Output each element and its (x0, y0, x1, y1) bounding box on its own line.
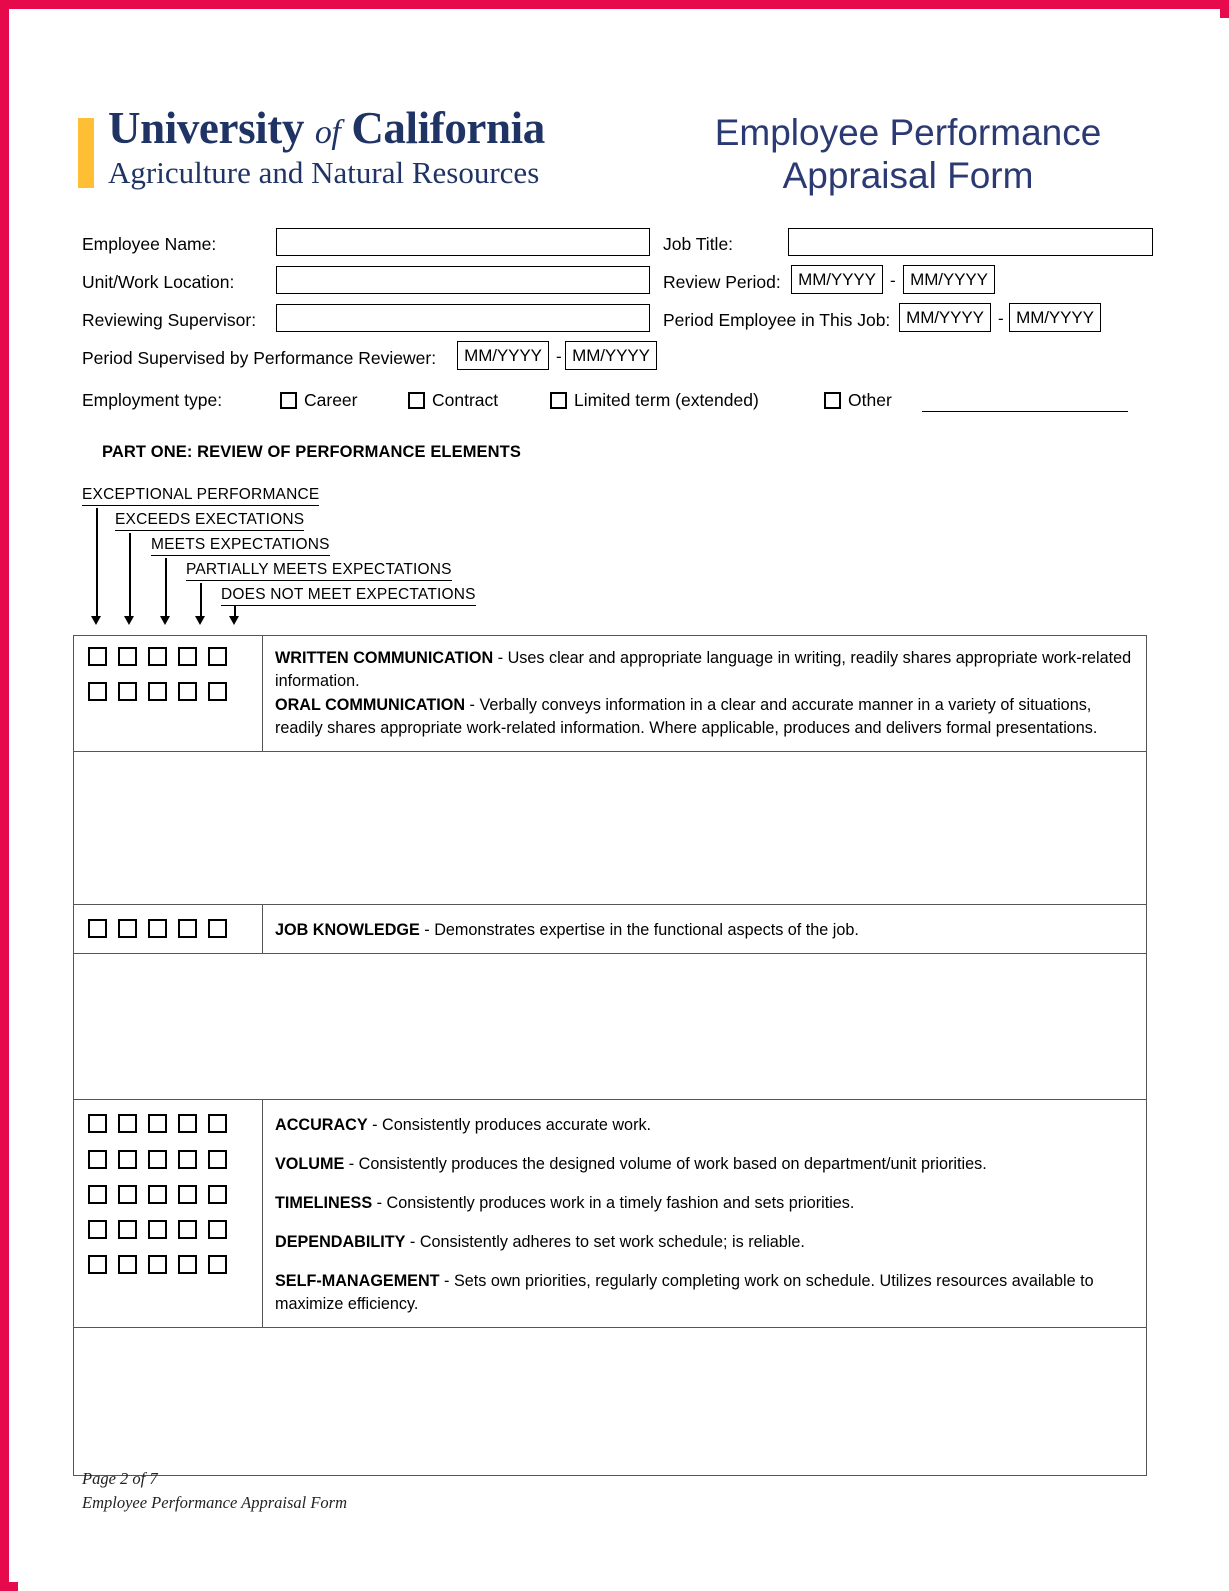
criteria-accuracy-desc: Consistently produces accurate work. (382, 1116, 652, 1134)
table-row-work-qualities (74, 1100, 1146, 1328)
rating-checkbox-column-work-qualities (74, 1100, 263, 1327)
field-row-2 (18, 266, 1229, 304)
criteria-dependability-sep: - (405, 1233, 420, 1251)
scale-arrow-3-head-icon (160, 616, 170, 625)
rating-checkbox-dependability-does-not-meet[interactable] (208, 1220, 227, 1239)
criteria-dependability-desc: Consistently adheres to set work schedule; is reliable. (419, 1233, 805, 1251)
rating-checkbox-selfmanagement-meets[interactable] (148, 1255, 167, 1274)
criteria-oral-communication-sep: - (465, 696, 480, 714)
comments-box-communication[interactable] (74, 752, 1146, 905)
criteria-volume-name: VOLUME (275, 1155, 345, 1173)
period-supervised-label: Period Supervised by Performance Reviewer: (82, 348, 437, 368)
employee-name-input[interactable] (276, 228, 650, 256)
scale-arrow-2-line (129, 533, 131, 616)
rating-checkbox-accuracy-meets[interactable] (148, 1114, 167, 1133)
period-in-job-dash: - (998, 309, 1004, 328)
criteria-dependability-name: DEPENDABILITY (275, 1233, 406, 1251)
review-period-dash: - (890, 271, 896, 290)
job-title-input[interactable] (788, 228, 1153, 256)
rating-checkbox-jobknowledge-meets[interactable] (148, 919, 167, 938)
rating-checkbox-dependability-exceptional[interactable] (88, 1220, 107, 1239)
logo-word-of: of (314, 114, 341, 151)
rating-checkbox-dependability-exceeds[interactable] (118, 1220, 137, 1239)
checkbox-limited-term-icon[interactable] (550, 392, 567, 409)
criteria-accuracy-sep: - (367, 1116, 383, 1134)
rating-checkbox-oral-partially[interactable] (178, 682, 197, 701)
period-supervised-from-input[interactable]: MM/YYYY (457, 341, 549, 370)
period-supervised-dash: - (556, 347, 562, 366)
criteria-timeliness-desc: Consistently produces work in a timely fashion and sets priorities. (386, 1194, 855, 1212)
rating-checkbox-written-meets[interactable] (148, 647, 167, 666)
logo-word-university: University (108, 103, 315, 153)
criteria-dependability (275, 1231, 1132, 1254)
criteria-written-communication (275, 647, 1132, 693)
criteria-written-communication-sep: - (493, 649, 508, 667)
checkbox-other-icon[interactable] (824, 392, 841, 409)
criteria-volume-sep: - (344, 1155, 359, 1173)
unit-location-input[interactable] (276, 266, 650, 294)
scale-arrow-2-head-icon (124, 616, 134, 625)
criteria-oral-communication-name: ORAL COMMUNICATION (275, 696, 466, 714)
field-row-employment-type (18, 380, 1229, 422)
scale-label-does-not-meet-expectations: DOES NOT MEET EXPECTATIONS (221, 586, 476, 606)
uc-anr-logo (78, 104, 545, 190)
rating-checkbox-volume-exceeds[interactable] (118, 1150, 137, 1169)
rating-checkbox-volume-meets[interactable] (148, 1150, 167, 1169)
field-row-3 (18, 304, 1229, 342)
rating-checkbox-dependability-meets[interactable] (148, 1220, 167, 1239)
rating-checkbox-column-job-knowledge (74, 905, 263, 953)
rating-checkbox-selfmanagement-exceptional[interactable] (88, 1255, 107, 1274)
period-supervised-to-input[interactable]: MM/YYYY (565, 341, 657, 370)
rating-checkbox-accuracy-partially[interactable] (178, 1114, 197, 1133)
rating-checkbox-timeliness-meets[interactable] (148, 1185, 167, 1204)
logo-word-california: California (340, 103, 545, 153)
rating-checkbox-volume-does-not-meet[interactable] (208, 1150, 227, 1169)
unit-location-label: Unit/Work Location: (82, 272, 235, 292)
reviewing-supervisor-label: Reviewing Supervisor: (82, 310, 257, 330)
scale-arrow-1-head-icon (91, 616, 101, 625)
scale-arrow-4-line (200, 583, 202, 616)
criteria-self-management-sep: - (439, 1272, 454, 1290)
other-employment-type-input[interactable] (922, 411, 1128, 412)
rating-scale-legend (18, 486, 1229, 636)
field-row-1 (18, 228, 1229, 266)
rating-checkbox-jobknowledge-exceptional[interactable] (88, 919, 107, 938)
scale-arrow-4-head-icon (195, 616, 205, 625)
rating-checkbox-selfmanagement-partially[interactable] (178, 1255, 197, 1274)
criteria-written-communication-desc: Uses clear and appropriate language in writing, readily shares appropriate work-related information. (275, 649, 1132, 690)
table-row-job-knowledge (74, 905, 1146, 954)
field-row-4 (18, 342, 1229, 380)
criteria-written-communication-name: WRITTEN COMMUNICATION (275, 649, 494, 667)
footer-page-number: Page 2 of 7 (82, 1469, 158, 1488)
reviewing-supervisor-input[interactable] (276, 304, 650, 332)
rating-row-volume (88, 1150, 262, 1169)
rating-checkbox-accuracy-exceptional[interactable] (88, 1114, 107, 1133)
rating-checkbox-jobknowledge-does-not-meet[interactable] (208, 919, 227, 938)
rating-checkbox-column-communication (74, 636, 263, 751)
rating-checkbox-accuracy-does-not-meet[interactable] (208, 1114, 227, 1133)
rating-row-dependability (88, 1220, 262, 1239)
scale-arrow-5-line (234, 605, 236, 616)
rating-checkbox-dependability-partially[interactable] (178, 1220, 197, 1239)
scale-arrow-3-line (165, 558, 167, 616)
criteria-job-knowledge-sep: - (419, 921, 435, 939)
employee-name-label: Employee Name: (82, 234, 217, 254)
rating-checkbox-timeliness-partially[interactable] (178, 1185, 197, 1204)
rating-checkbox-timeliness-exceptional[interactable] (88, 1185, 107, 1204)
rating-checkbox-jobknowledge-partially[interactable] (178, 919, 197, 938)
employment-option-contract-label: Contract (432, 390, 499, 410)
employment-option-limited-term-label: Limited term (extended) (574, 390, 759, 410)
rating-checkbox-accuracy-exceeds[interactable] (118, 1114, 137, 1133)
criteria-oral-communication-desc: Verbally conveys information in a clear and accurate manner in a variety of situations, readily shares appropriate work-related information. Where applicable, produces and delivers formal presentations. (275, 696, 1098, 737)
criteria-description-job-knowledge (263, 905, 1146, 953)
page-footer (82, 1467, 347, 1515)
checkbox-career-icon[interactable] (280, 392, 297, 409)
performance-elements-table (73, 635, 1147, 1476)
scale-label-meets-expectations: MEETS EXPECTATIONS (151, 536, 330, 556)
criteria-description-work-qualities (263, 1100, 1146, 1327)
rating-checkbox-timeliness-exceeds[interactable] (118, 1185, 137, 1204)
criteria-job-knowledge-name: JOB KNOWLEDGE (275, 921, 420, 939)
employment-option-other-label: Other (848, 390, 892, 410)
scale-label-exceptional-performance: EXCEPTIONAL PERFORMANCE (82, 486, 319, 506)
employment-option-career-label: Career (304, 390, 358, 410)
review-period-to-input[interactable]: MM/YYYY (903, 265, 995, 294)
criteria-oral-communication (275, 694, 1132, 740)
scale-arrow-1-line (96, 508, 98, 616)
checkbox-contract-icon[interactable] (408, 392, 425, 409)
employment-option-career[interactable] (280, 390, 358, 411)
review-period-from-input[interactable]: MM/YYYY (791, 265, 883, 294)
criteria-volume-desc: Consistently produces the designed volume of work based on department/unit priorities. (358, 1155, 987, 1173)
criteria-volume (275, 1153, 1132, 1176)
employment-option-contract[interactable] (408, 390, 498, 411)
period-in-job-to-input[interactable]: MM/YYYY (1009, 303, 1101, 332)
employment-option-other[interactable] (824, 390, 892, 411)
rating-row-self-management (88, 1255, 262, 1274)
job-title-label: Job Title: (663, 234, 734, 254)
review-period-label: Review Period: (663, 272, 781, 292)
part-one-heading: PART ONE: REVIEW OF PERFORMANCE ELEMENTS (102, 443, 521, 461)
criteria-timeliness-sep: - (372, 1194, 387, 1212)
rating-checkbox-timeliness-does-not-meet[interactable] (208, 1185, 227, 1204)
rating-checkbox-oral-exceeds[interactable] (118, 682, 137, 701)
rating-checkbox-oral-exceptional[interactable] (88, 682, 107, 701)
rating-checkbox-volume-partially[interactable] (178, 1150, 197, 1169)
scale-label-exceeds-expectations: EXCEEDS EXECTATIONS (115, 511, 304, 531)
logo-gold-bar (78, 118, 94, 188)
scale-label-partially-meets-expectations: PARTIALLY MEETS EXPECTATIONS (186, 561, 452, 581)
document-header (18, 104, 1229, 222)
criteria-job-knowledge-desc: Demonstrates expertise in the functional aspects of the job. (434, 921, 859, 939)
rating-checkbox-jobknowledge-exceeds[interactable] (118, 919, 137, 938)
document-sheet (18, 18, 1229, 1591)
comments-box-job-knowledge[interactable] (74, 954, 1146, 1100)
rating-checkbox-written-partially[interactable] (178, 647, 197, 666)
rating-checkbox-volume-exceptional[interactable] (88, 1150, 107, 1169)
criteria-self-management-desc: Sets own priorities, regularly completing work on schedule. Utilizes resources available to maximize efficiency. (275, 1272, 1094, 1313)
rating-checkbox-oral-meets[interactable] (148, 682, 167, 701)
criteria-job-knowledge (275, 919, 1132, 942)
rating-row-written-communication (88, 647, 262, 666)
rating-checkbox-oral-does-not-meet[interactable] (208, 682, 227, 701)
rating-row-accuracy (88, 1114, 262, 1133)
rating-checkbox-written-exceeds[interactable] (118, 647, 137, 666)
criteria-accuracy-name: ACCURACY (275, 1116, 368, 1134)
rating-checkbox-written-does-not-meet[interactable] (208, 647, 227, 666)
criteria-description-communication (263, 636, 1146, 751)
logo-line-university (108, 104, 545, 153)
rating-checkbox-selfmanagement-exceeds[interactable] (118, 1255, 137, 1274)
rating-row-job-knowledge (88, 919, 262, 938)
rating-row-oral-communication (88, 682, 262, 701)
employment-type-label: Employment type: (82, 390, 223, 410)
logo-line-anr: Agriculture and Natural Resources (108, 154, 540, 190)
criteria-self-management-name: SELF-MANAGEMENT (275, 1272, 440, 1290)
period-in-job-from-input[interactable]: MM/YYYY (899, 303, 991, 332)
employment-option-limited-term[interactable] (550, 390, 759, 411)
rating-row-timeliness (88, 1185, 262, 1204)
criteria-timeliness-name: TIMELINESS (275, 1194, 373, 1212)
criteria-timeliness (275, 1192, 1132, 1215)
form-fields-section (18, 228, 1229, 422)
criteria-accuracy (275, 1114, 1132, 1137)
rating-checkbox-written-exceptional[interactable] (88, 647, 107, 666)
footer-document-name: Employee Performance Appraisal Form (82, 1492, 348, 1512)
rating-checkbox-selfmanagement-does-not-meet[interactable] (208, 1255, 227, 1274)
comments-box-work-qualities[interactable] (74, 1328, 1146, 1476)
table-row-communication (74, 636, 1146, 752)
criteria-self-management (275, 1270, 1132, 1316)
scale-arrow-5-head-icon (229, 616, 239, 625)
period-in-job-label: Period Employee in This Job: (663, 310, 891, 330)
page-title: Employee Performance Appraisal Form (714, 112, 1102, 196)
